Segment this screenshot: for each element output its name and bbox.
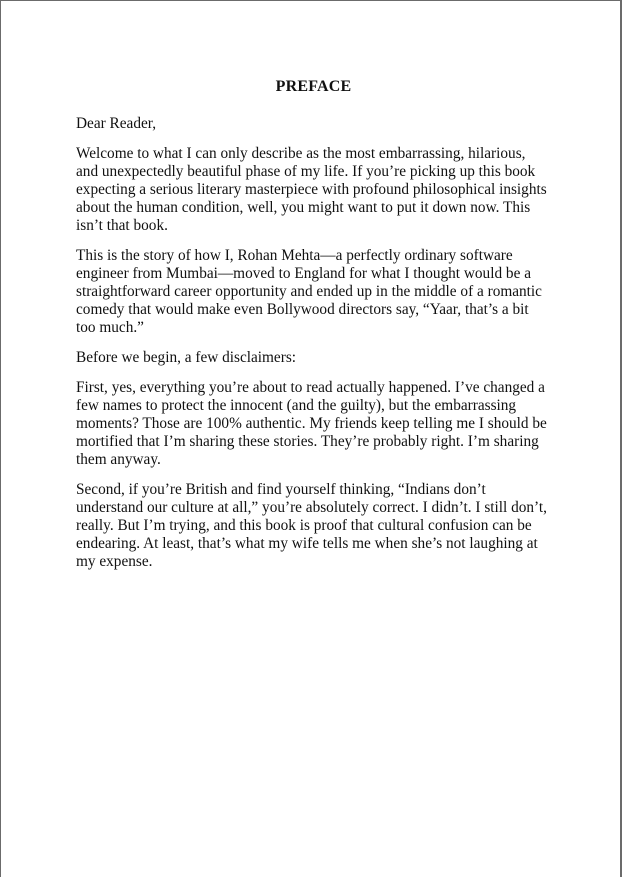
paragraph-5: Second, if you’re British and find yourself thinking, “Indians don’t understand our culture at all,” you’re absolutely correct. I didn’t. I still don’t, really. But I’m trying, and this book is proof that cultural confusion can be endearing. At least, that’s what my wife tells me when she’s not laughing at my expense. [76,481,547,570]
page-title: PREFACE [275,78,352,95]
salutation: Dear Reader, [76,115,157,132]
paragraph-3: Before we begin, a few disclaimers: [76,349,297,366]
paragraph-2: This is the story of how I, Rohan Mehta—a perfectly ordinary software engineer from Mumbai—moved to England for what I thought would be a straightforward career opportunity and ended up in the middle of a romantic comedy that would make even Bollywood directors say, “Yaar, that’s a bit too much.” [76,247,542,336]
paragraph-1: Welcome to what I can only describe as the most embarrassing, hilarious, and unexpectedly beautiful phase of my life. If you’re picking up this book expecting a serious literary masterpiece with profound philosophical insights about the human condition, well, you might want to put it down now. This isn’t that book. [76,145,547,234]
page-content [76,78,551,583]
paragraph-4: First, yes, everything you’re about to read actually happened. I’ve changed a few names to protect the innocent (and the guilty), but the embarrassing moments? Those are 100% authentic. My friends keep telling me I should be mortified that I’m sharing these stories. They’re probably right. I’m sharing them anyway. [76,379,547,468]
